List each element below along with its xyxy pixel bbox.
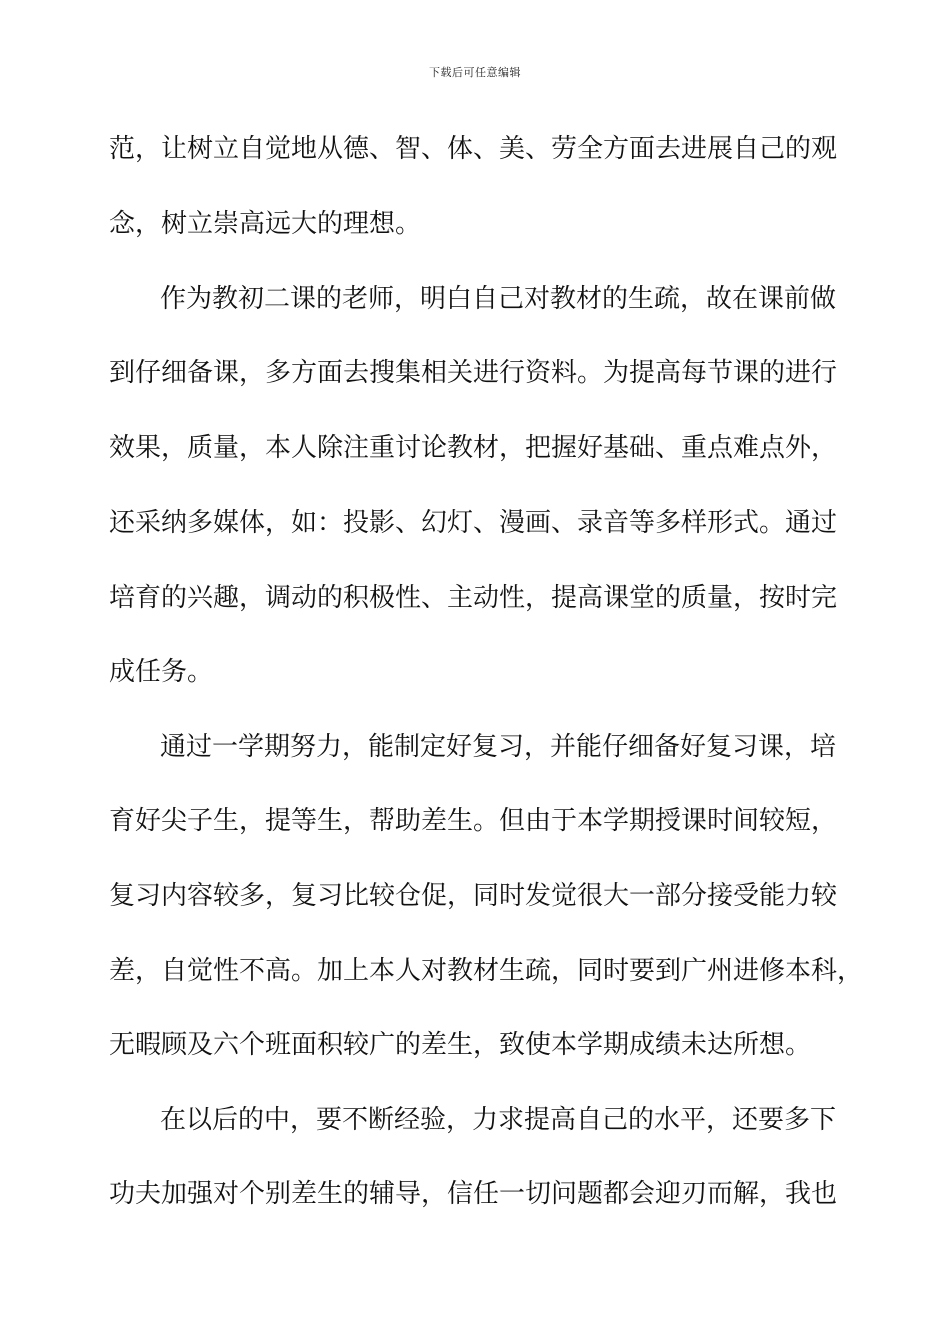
text-line: 还采纳多媒体，如：投影、幻灯、漫画、录音等多样形式。通过 xyxy=(109,508,838,538)
text-line: 到仔细备课，多方面去搜集相关进行资料。为提高每节课的进行 xyxy=(109,358,838,388)
text-line: 念，树立崇高远大的理想。 xyxy=(109,209,422,239)
paragraph-start-line: 在以后的中，要不断经验，力求提高自己的水平，还要多下 xyxy=(160,1105,837,1135)
page-header: 下载后可任意编辑 xyxy=(429,66,521,79)
paragraph-start-line: 通过一学期努力，能制定好复习，并能仔细备好复习课，培 xyxy=(160,732,837,762)
paragraph-start-line: 作为教初二课的老师，明白自己对教材的生疏，故在课前做 xyxy=(160,284,837,314)
text-line: 差，自觉性不高。加上本人对教材生疏，同时要到广州进修本科， xyxy=(109,956,864,986)
text-line: 无暇顾及六个班面积较广的差生，致使本学期成绩未达所想。 xyxy=(109,1030,812,1060)
text-line: 效果，质量，本人除注重讨论教材，把握好基础、重点难点外， xyxy=(109,433,838,463)
text-line: 育好尖子生，提等生，帮助差生。但由于本学期授课时间较短， xyxy=(109,806,838,836)
text-line: 范，让树立自觉地从德、智、体、美、劳全方面去进展自己的观 xyxy=(109,134,838,164)
text-line: 培育的兴趣，调动的积极性、主动性，提高课堂的质量，按时完 xyxy=(109,583,838,613)
text-line: 功夫加强对个别差生的辅导，信任一切问题都会迎刃而解，我也 xyxy=(109,1179,838,1209)
text-line: 成任务。 xyxy=(109,657,214,687)
text-line: 复习内容较多，复习比较仓促，同时发觉很大一部分接受能力较 xyxy=(109,881,838,911)
